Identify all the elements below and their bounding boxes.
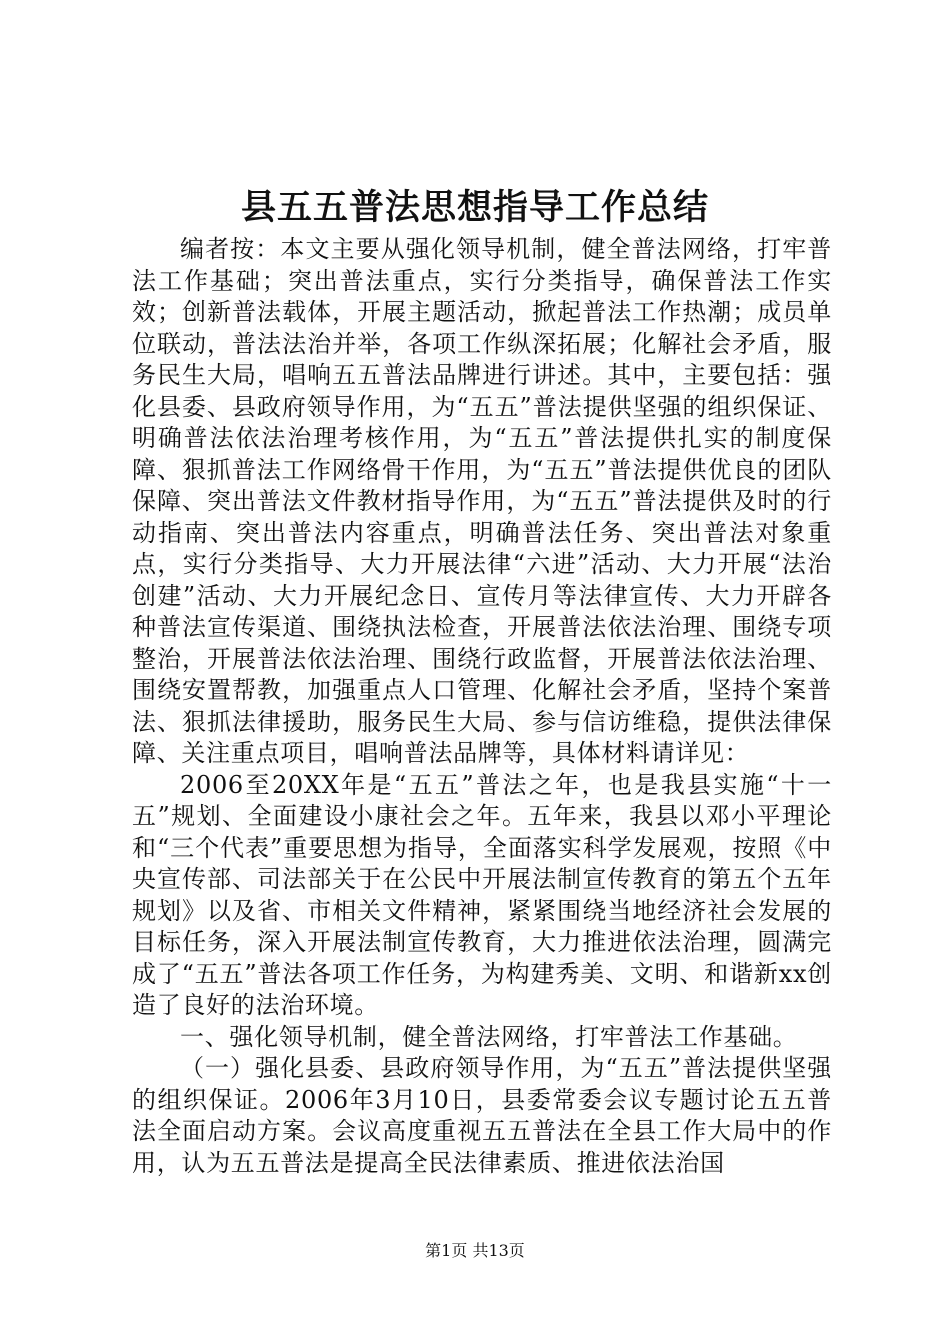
page-number-footer: 第1页 共13页 <box>425 1241 525 1260</box>
document-title: 县五五普法思想指导工作总结 <box>240 187 709 228</box>
intro-paragraph: 2006至20XX年是“五五”普法之年，也是我县实施“十一五”规划、全面建设小康社会之年。五年来，我县以邓小平理论和“三个代表”重要思想为指导，全面落实科学发展观，按照《中央宣传部、司法部关于在公民中开展法制宣传教育的第五个五年规划》以及省、市相关文件精神，紧紧围绕当地经济社会发展的目标任务，深入开展法制宣传教育，大力推进依法治理，圆满完成了“五五”普法各项工作任务，为构建秀美、文明、和谐新xx创造了良好的法治环境。 <box>132 770 832 1019</box>
subsection-paragraph-1: （一）强化县委、县政府领导作用，为“五五”普法提供坚强的组织保证。2006年3月10日，县委常委会议专题讨论五五普法全面启动方案。会议高度重视五五普法在全县工作大局中的作用，认为五五普法是提高全民法律素质、推进依法治国 <box>132 1054 832 1177</box>
section-heading-1: 一、强化领导机制，健全普法网络，打牢普法工作基础。 <box>180 1022 798 1051</box>
editor-note-paragraph: 编者按：本文主要从强化领导机制，健全普法网络，打牢普法工作基础；突出普法重点，实行分类指导，确保普法工作实效；创新普法载体，开展主题活动，掀起普法工作热潮；成员单位联动，普法法治并举，各项工作纵深拓展；化解社会矛盾，服务民生大局，唱响五五普法品牌进行讲述。其中，主要包括：强化县委、县政府领导作用，为“五五”普法提供坚强的组织保证、明确普法依法治理考核作用，为“五五”普法提供扎实的制度保障、狠抓普法工作网络骨干作用，为“五五”普法提供优良的团队保障、突出普法文件教材指导作用，为“五五”普法提供及时的行动指南、突出普法内容重点，明确普法任务、突出普法对象重点，实行分类指导、大力开展法律“六进”活动、大力开展“法治创建”活动、大力开展纪念日、宣传月等法律宣传、大力开辟各种普法宣传渠道、围绕执法检查，开展普法依法治理、围绕专项整治，开展普法依法治理、围绕行政监督，开展普法依法治理、围绕安置帮教，加强重点人口管理、化解社会矛盾，坚持个案普法、狠抓法律援助，服务民生大局、参与信访维稳，提供法律保障、关注重点项目，唱响普法品牌等，具体材料请详见： <box>132 235 832 767</box>
document-body <box>132 234 832 1179</box>
